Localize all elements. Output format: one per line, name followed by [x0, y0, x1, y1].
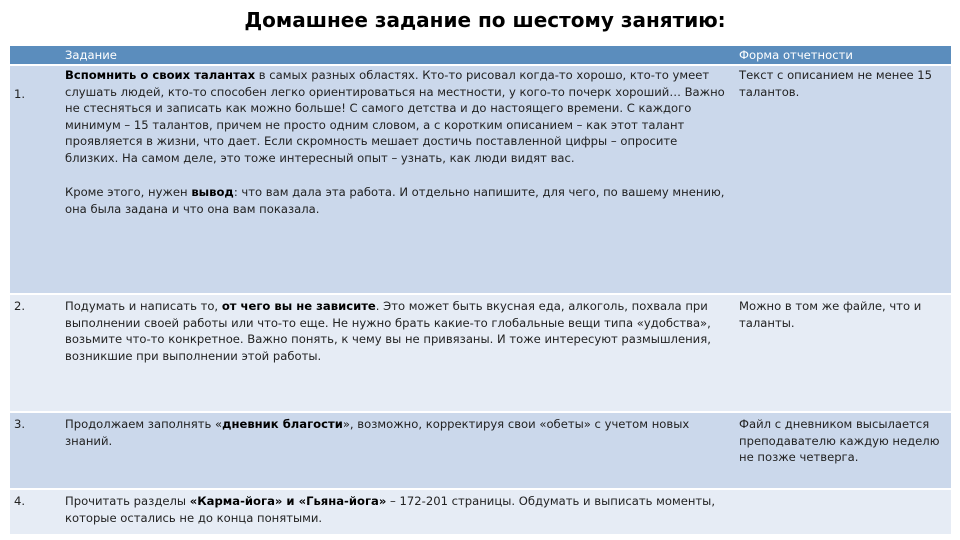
task-cell	[61, 413, 735, 488]
task-text: : что вам дала эта работа. И отдельно напишите, для чего, по вашему мнению, она была задана и что она вам показала.	[65, 185, 725, 216]
row-number: 3.	[10, 413, 61, 488]
task-paragraph	[65, 184, 731, 217]
homework-table	[10, 44, 951, 536]
table-row	[10, 295, 951, 411]
task-highlight: от чего вы не зависите	[221, 299, 376, 313]
task-paragraph	[65, 67, 731, 166]
report-cell: Текст с описанием не менее 15 талантов.	[735, 66, 951, 293]
header-num	[10, 46, 61, 64]
task-highlight: Вспомнить о своих талантах	[65, 68, 256, 82]
table-header-row	[10, 46, 951, 64]
task-cell	[61, 490, 735, 534]
task-text: Подумать и написать то,	[65, 299, 222, 313]
report-cell: Файл с дневником высылается преподавателю каждую неделю не позже четверга.	[735, 413, 951, 488]
header-task: Задание	[61, 46, 735, 64]
page-title: Домашнее задание по шестому занятию:	[244, 8, 726, 32]
task-text: в самых разных областях. Кто-то рисовал когда-то хорошо, кто-то умеет слушать людей, кто-то способен легко ориентироваться на местности, у кого-то почерк хороший… Важно не стесняться и записать как можно больше! С самого детства и до настоящего времени. С каждого минимум – 15 талантов, причем не просто одним словом, а с коротким описанием – как этот талант проявляется в жизни, что дает. Если скромность мешает достичь поставленной цифры – опросите близких. На самом деле, это тоже интересный опыт – узнать, как люди видят вас.	[65, 68, 725, 165]
task-highlight: «Карма-йога» и «Гьяна-йога»	[189, 494, 387, 508]
report-cell: Можно в том же файле, что и таланты.	[735, 295, 951, 411]
task-cell	[61, 295, 735, 411]
task-text: Прочитать разделы	[65, 494, 190, 508]
task-cell	[61, 66, 735, 293]
table-row	[10, 66, 951, 293]
task-text: », возможно, корректируя свои «обеты» с учетом новых знаний.	[65, 417, 690, 448]
row-number: 1.	[10, 66, 61, 293]
report-cell	[735, 490, 951, 534]
table-row	[10, 490, 951, 534]
table-row	[10, 413, 951, 488]
task-text: – 172-201 страницы. Обдумать и выписать моменты, которые остались не до конца понятыми.	[65, 494, 715, 525]
task-text: Продолжаем заполнять «	[65, 417, 223, 431]
task-text: . Это может быть вкусная еда, алкоголь, похвала при выполнении своей работы или что-то еще. Не нужно брать какие-то глобальные вещи типа «удобства», возьмите что-то конкретное. Важно понять, к чему вы не привязаны. И тоже интересуют размышления, возникшие при выполнении этой работы.	[65, 299, 711, 363]
task-highlight: вывод	[191, 185, 234, 199]
row-number: 2.	[10, 295, 61, 411]
header-report: Форма отчетности	[735, 46, 951, 64]
task-text: Кроме этого, нужен	[65, 185, 192, 199]
row-number: 4.	[10, 490, 61, 534]
task-highlight: дневник благости	[222, 417, 343, 431]
